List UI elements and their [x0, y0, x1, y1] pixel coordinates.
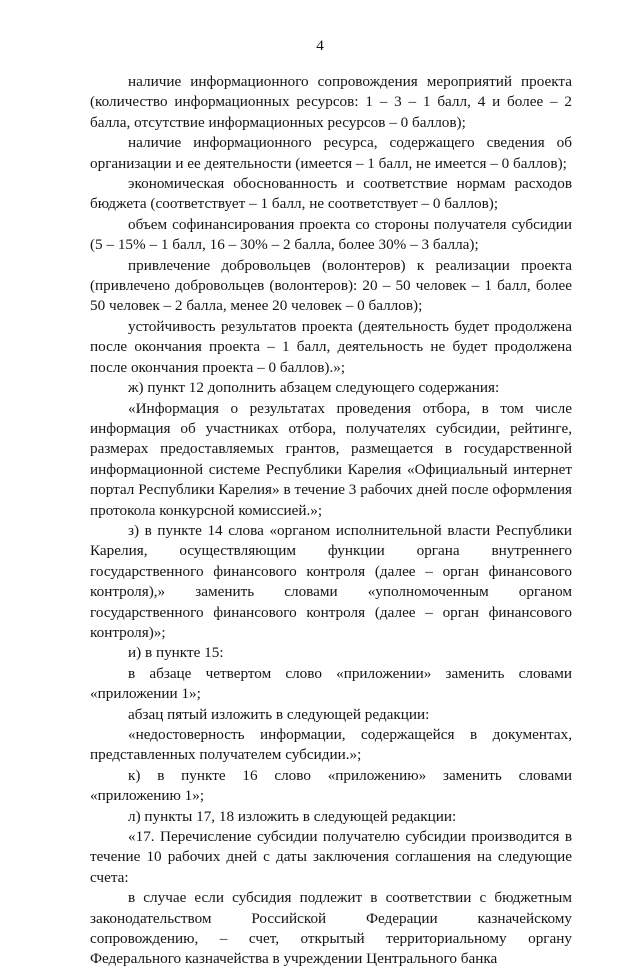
paragraph-fifth-abzac: абзац пятый изложить в следующей редакции: — [128, 705, 430, 723]
paragraph-volunteers: привлечение добровольцев (волонтеров) к реализации проекта (привлечено добровольцев (волонтеров): 20 – 50 человек – 1 балл, более 50 человек – 2 балла, менее 20 человек – 0 баллов); — [90, 256, 572, 315]
paragraph-item-l: л) пункты 17, 18 изложить в следующей редакции: — [128, 807, 457, 825]
paragraph-subsidy-transfer: «17. Перечисление субсидии получателю субсидии производится в течение 10 рабочих дней с даты заключения соглашения на следующие счета: — [90, 828, 572, 886]
document-body — [90, 72, 572, 970]
paragraph-unreliable-info: «недостоверность информации, содержащейся в документах, представленных получателем субсидии.»; — [90, 726, 572, 764]
paragraph-item-k: к) в пункте 16 слово «приложению» заменить словами «приложению 1»; — [90, 766, 572, 805]
paragraph-fourth-abzac: в абзаце четвертом слово «приложении» заменить словами «приложении 1»; — [90, 664, 572, 703]
paragraph-item-i: и) в пункте 15: — [128, 644, 224, 662]
paragraph-treasury-account: в случае если субсидия подлежит в соответствии с бюджетным законодательством Российской Федерации казначейскому сопровождению, – счет, открытый территориальному органу Федерального казначейства в учреждении Центрального банка — [90, 889, 572, 968]
paragraph-info-resource: наличие информационного ресурса, содержащего сведения об организации и ее деятельности (имеется – 1 балл, не имеется – 0 баллов); — [90, 134, 572, 172]
paragraph-cofinancing: объем софинансирования проекта со стороны получателя субсидии (5 – 15% – 1 балл, 16 – 30% – 2 балла, более 30% – 3 балла); — [90, 215, 572, 254]
paragraph-item-zh: ж) пункт 12 дополнить абзацем следующего содержания: — [128, 379, 500, 397]
page-number: 4 — [316, 37, 324, 54]
paragraph-selection-results: «Информация о результатах проведения отбора, в том числе информация об участниках отбора, получателях субсидии, рейтинге, размерах предоставляемых грантов, размещается в государственной информационной системе Республики Карелия «Официальный интернет портал Республики Карелия» в течение 3 рабочих дней после оформления протокола конкурсной комиссией.»; — [90, 399, 572, 519]
paragraph-economic-justification: экономическая обоснованность и соответствие нормам расходов бюджета (соответствует – 1 балл, не соответствует – 0 баллов); — [90, 175, 572, 213]
paragraph-info-support: наличие информационного сопровождения мероприятий проекта (количество информационных ресурсов: 1 – 3 – 1 балл, 4 и более – 2 балла, отсутствие информационных ресурсов – 0 баллов); — [90, 73, 572, 131]
paragraph-sustainability: устойчивость результатов проекта (деятельность будет продолжена после окончания проекта – 1 балл, деятельность не будет продолжена после окончания проекта – 0 баллов).»; — [90, 317, 572, 376]
paragraph-item-z: з) в пункте 14 слова «органом исполнительной власти Республики Карелия, осуществляющим функции органа внутреннего государственного финансового контроля (далее – орган финансового контроля),» заменить словами «уполномоченным органом государственного финансового контроля (далее – орган финансового контроля)»; — [90, 521, 572, 641]
